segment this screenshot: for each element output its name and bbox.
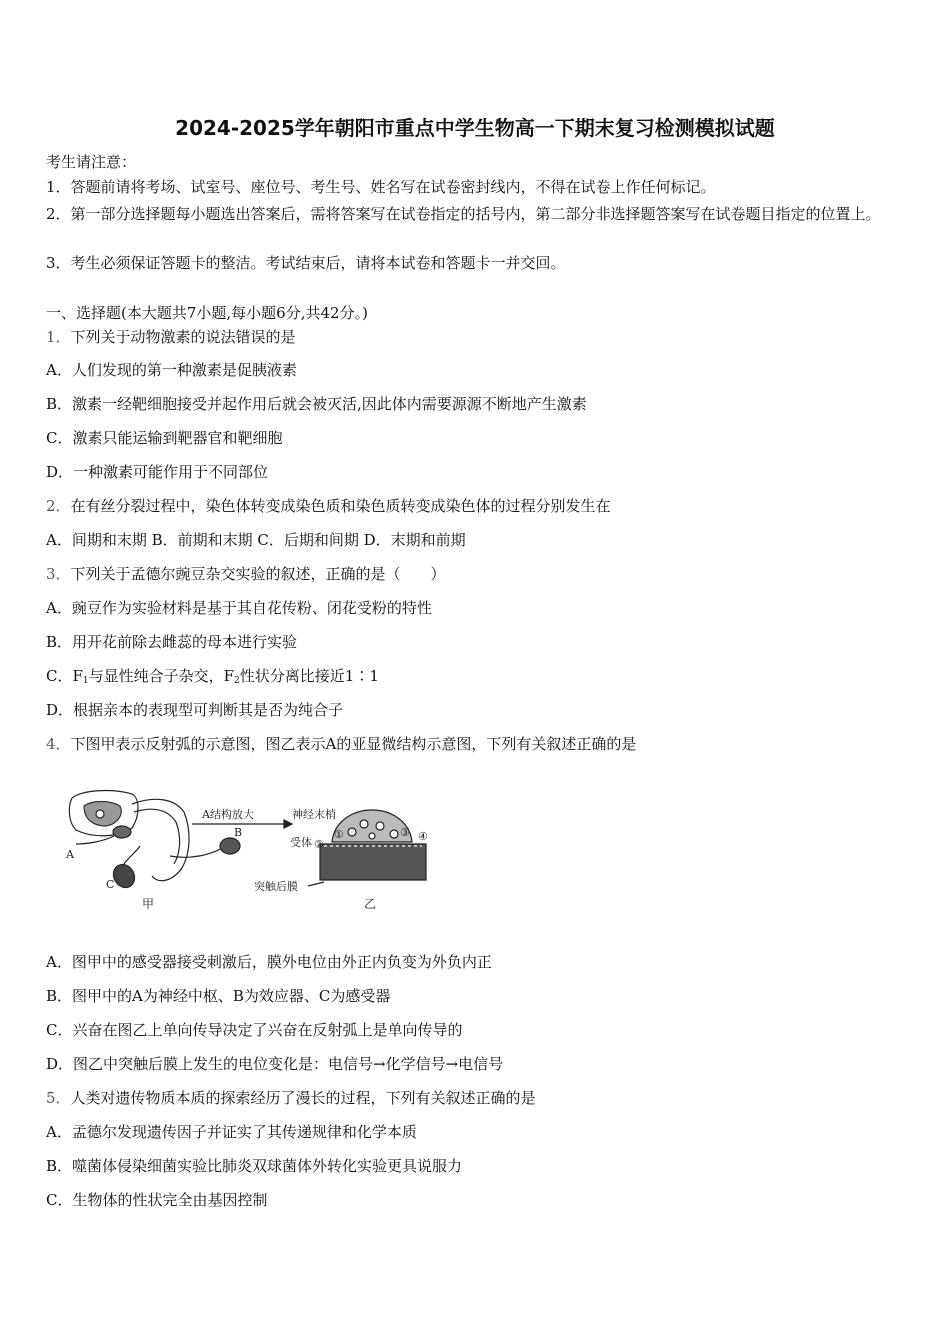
q4-option-a: A．图甲中的感受器接受刺激后，膜外电位由外正内负变为外负内正	[46, 953, 492, 971]
q3-option-a: A．豌豆作为实验材料是基于其自花传粉、闭花受粉的特性	[46, 599, 432, 617]
q2-options: A．间期和末期 B．前期和末期 C．后期和间期 D．末期和前期	[46, 531, 466, 549]
question-stem: 下列关于孟德尔豌豆杂交实验的叙述，正确的是（ ）	[70, 565, 446, 583]
label-c: C	[106, 878, 115, 891]
option-text: C．F	[46, 667, 83, 685]
pointer-line	[308, 882, 324, 886]
notice-item-2: 2．第一部分选择题每小题选出答案后，需将答案写在试卷指定的括号内，第二部分非选择题答案写在试卷题目指定的位置上。	[46, 205, 881, 223]
q1-option-d: D．一种激素可能作用于不同部位	[46, 463, 269, 481]
page-title: 2024-2025学年朝阳市重点中学生物高一下期末复习检测模拟试题	[175, 116, 775, 140]
label-b: B	[234, 826, 243, 839]
question-number: 4．	[46, 735, 71, 753]
q1-option-a: A．人们发现的第一种激素是促胰液素	[46, 361, 297, 379]
caption-jia: 甲	[142, 897, 155, 911]
q1-option-c: C．激素只能运输到靶器官和靶细胞	[46, 429, 283, 447]
question-stem: 人类对遗传物质本质的探索经历了漫长的过程，下列有关叙述正确的是	[70, 1089, 536, 1107]
question-4	[46, 734, 906, 754]
question-number: 2．	[46, 497, 71, 515]
question-stem: 下列关于动物激素的说法错误的是	[70, 328, 296, 346]
q4-option-c: C．兴奋在图乙上单向传导决定了兴奋在反射弧上是单向传导的	[46, 1021, 463, 1039]
notice-item-1: 1．答题前请将考场、试室号、座位号、考生号、姓名写在试卷密封线内，不得在试卷上作任何标记。	[46, 178, 716, 196]
q5-option-b: B．噬菌体侵染细菌实验比肺炎双球菌体外转化实验更具说服力	[46, 1157, 463, 1175]
section-heading: 一、选择题(本大题共7小题,每小题6分,共42分。)	[46, 304, 368, 322]
reflex-arc-figure	[62, 776, 442, 916]
label-a: A	[66, 848, 74, 861]
spinal-cord-diagram	[69, 791, 243, 892]
q3-option-b: B．用开花前除去雌蕊的母本进行实验	[46, 633, 298, 651]
question-number: 5．	[46, 1089, 71, 1107]
number-1: ①	[334, 828, 344, 841]
q4-option-d: D．图乙中突触后膜上发生的电位变化是：电信号→化学信号→电信号	[46, 1055, 504, 1073]
q5-option-a: A．孟德尔发现遗传因子并证实了其传递规律和化学本质	[46, 1123, 417, 1141]
subscript: 1	[82, 676, 89, 686]
notice-heading: 考生请注意：	[46, 153, 137, 171]
question-stem: 在有丝分裂过程中，染色体转变成染色质和染色质转变成染色体的过程分别发生在	[70, 497, 611, 515]
question-number: 1．	[46, 328, 71, 346]
q3-option-c	[46, 666, 906, 691]
number-4: ④	[418, 830, 428, 843]
arrow-head-icon	[284, 820, 292, 828]
label-enlarge: A结构放大	[202, 808, 254, 821]
q1-option-b: B．激素一经靶细胞接受并起作用后就会被灭活,因此体内需要源源不断地产生激素	[46, 395, 587, 413]
question-3	[46, 564, 906, 584]
caption-yi: 乙	[364, 897, 377, 911]
q4-option-b: B．图甲中的A为神经中枢、B为效应器、C为感受器	[46, 987, 391, 1005]
number-2: ②	[314, 838, 324, 851]
notice-item-3: 3．考生必须保证答题卡的整洁。考试结束后，请将本试卷和答题卡一并交回。	[46, 254, 566, 272]
option-text: 与显性纯合子杂交，F	[88, 667, 235, 685]
subscript: 2	[234, 676, 240, 686]
option-text: 性状分离比接近1∶1	[239, 667, 379, 685]
label-membrane: 突触后膜	[254, 880, 298, 893]
q3-option-d: D．根据亲本的表现型可判断其是否为纯合子	[46, 701, 344, 719]
question-5	[46, 1088, 906, 1108]
label-receptor: 受体	[290, 836, 312, 849]
question-number: 3．	[46, 565, 71, 583]
label-terminal: 神经末梢	[292, 808, 336, 821]
q5-option-c: C．生物体的性状完全由基因控制	[46, 1191, 268, 1209]
number-3: ③	[400, 826, 410, 839]
question-2	[46, 496, 906, 516]
question-stem: 下图甲表示反射弧的示意图，图乙表示A的亚显微结构示意图，下列有关叙述正确的是	[70, 735, 637, 753]
question-1	[46, 327, 906, 347]
